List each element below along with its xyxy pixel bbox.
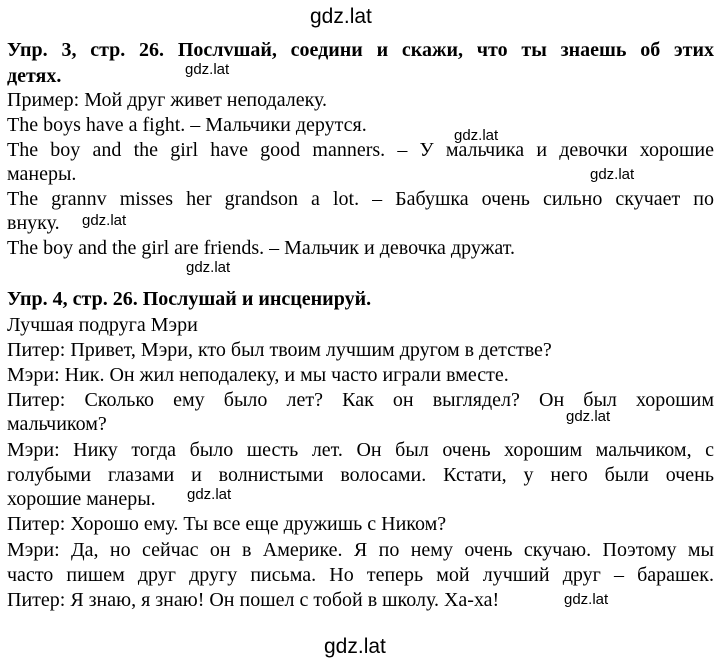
ex3-line: The grannv misses her grandson a lot. – Бабушка очень сильно скучает по [7, 188, 714, 210]
ex3-line: Пример: Мой друг живет неподалеку. [7, 89, 328, 111]
watermark-top: gdz.lat [310, 5, 372, 28]
watermark: gdz.lat [564, 591, 609, 608]
ex3-heading-cont: детях. [7, 65, 62, 87]
watermark: gdz.lat [187, 486, 232, 503]
ex3-heading: Упр. 3, стр. 26. Послvшай, соедини и скажи, что ты знаешь об этих [7, 39, 714, 61]
ex4-line: Питер: Я знаю, я знаю! Он пошел с тобой в школу. Ха-ха! [7, 589, 500, 611]
ex4-line: голубыми глазами и волнистыми волосами. Кстати, у него были очень [7, 464, 714, 486]
watermark: gdz.lat [590, 166, 635, 183]
ex4-line: Питер: Сколько ему было лет? Как он выглядел? Он был хорошим [7, 389, 714, 411]
ex4-line: Мэри: Да, но сейчас он в Америке. Я по нему очень скучаю. Поэтому мы [7, 539, 714, 561]
ex4-line: Питер: Хорошо ему. Ты все еще дружишь с Ником? [7, 513, 447, 535]
ex4-line: часто пишем друг другу письма. Но теперь мой лучший друг – барашек. [7, 564, 714, 586]
ex3-line: манеры. [7, 163, 77, 185]
ex4-heading: Упр. 4, стр. 26. Послушай и инсценируй. [7, 288, 372, 310]
watermark: gdz.lat [454, 127, 499, 144]
ex3-line: внуку. [7, 212, 60, 234]
watermark: gdz.lat [566, 408, 611, 425]
ex4-line: Мэри: Ник. Он жил неподалеку, и мы часто играли вместе. [7, 364, 509, 386]
ex4-title: Лучшая подруга Мэри [7, 314, 198, 336]
watermark-bottom: gdz.lat [324, 635, 386, 658]
ex3-line: The boys have a fight. – Мальчики дерутся. [7, 114, 367, 136]
ex3-line: The boy and the girl are friends. – Мальчик и девочка дружат. [7, 237, 515, 259]
watermark: gdz.lat [185, 61, 230, 78]
ex4-line: хорошие манеры. [7, 488, 156, 510]
watermark: gdz.lat [82, 212, 127, 229]
ex4-line: Мэри: Нику тогда было шесть лет. Он был очень хорошим мальчиком, с [7, 439, 714, 461]
ex4-line: мальчиком? [7, 413, 107, 435]
ex4-line: Питер: Привет, Мэри, кто был твоим лучшим другом в детстве? [7, 339, 552, 361]
ex3-line: The boy and the girl have good manners. – У мальчика и девочки хорошие [7, 139, 714, 161]
watermark: gdz.lat [186, 259, 231, 276]
